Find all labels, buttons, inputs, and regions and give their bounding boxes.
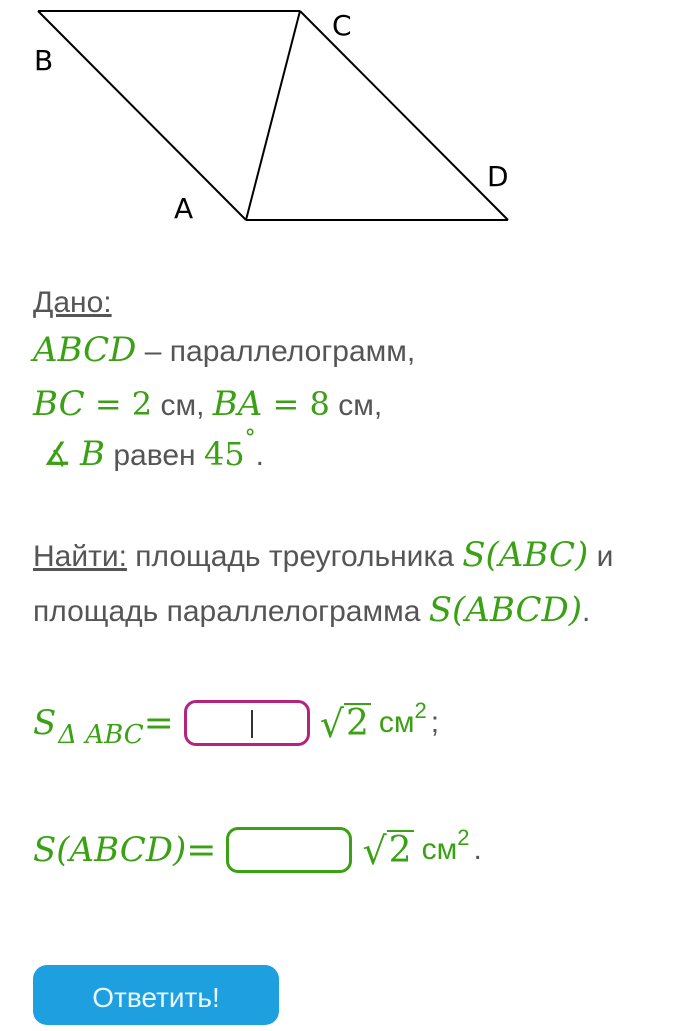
answer1-radicand: 2 <box>346 703 369 745</box>
degree-symbol: ° <box>244 426 256 451</box>
sqrt-icon: √ <box>362 828 387 873</box>
parallelogram-lines <box>38 11 508 220</box>
find-end: . <box>581 595 591 628</box>
given-angle-value: 45 <box>203 435 245 473</box>
parallelogram-area-input[interactable] <box>226 827 352 873</box>
find-line-2 <box>33 590 590 630</box>
parallelogram-figure <box>0 0 688 240</box>
answer-row-triangle <box>33 698 440 750</box>
vertex-label-d: D <box>487 160 509 193</box>
answer1-subscript: Δ ABC <box>58 720 144 750</box>
given-bc-unit: см, <box>152 389 213 422</box>
given-bc: BC <box>33 384 85 424</box>
given-line-3-end: . <box>255 439 264 472</box>
answer2-label: S(ABCD) <box>33 830 187 870</box>
given-abcd: ABCD <box>33 330 137 370</box>
answer1-end: ; <box>430 706 440 739</box>
given-title: Дано: <box>33 286 112 319</box>
given-line-2 <box>33 384 382 424</box>
find-s-abc: S(ABC) <box>462 535 589 575</box>
diagonal-ac <box>246 11 300 220</box>
vertex-label-b: B <box>34 44 54 77</box>
find-and: и <box>588 540 614 573</box>
given-ba-unit: см, <box>329 389 383 422</box>
answer2-end: . <box>473 833 482 866</box>
find-title: Найти: <box>33 540 127 573</box>
answer2-radicand: 2 <box>388 830 412 872</box>
answer1-equals: = <box>143 702 174 744</box>
edge-cd <box>300 11 508 220</box>
answer1-power: 2 <box>414 698 427 723</box>
given-line-3 <box>43 426 264 474</box>
answer1-label: S <box>33 703 57 743</box>
text-caret <box>251 710 253 738</box>
sqrt-icon: √ <box>319 701 344 746</box>
find-text-1: площадь треугольника <box>126 540 463 573</box>
angle-icon: ∡ <box>43 435 72 473</box>
sqrt-expression-2 <box>362 828 413 873</box>
triangle-area-input[interactable] <box>184 700 310 746</box>
edge-ba <box>38 11 246 220</box>
answer1-unit-text: см <box>378 706 415 739</box>
given-l1-text: – параллелограмм, <box>136 335 416 368</box>
given-angle-text: равен <box>105 439 204 472</box>
given-line-1 <box>33 330 415 370</box>
answer2-power: 2 <box>457 825 470 850</box>
find-line-1 <box>33 535 613 575</box>
vertex-label-c: C <box>332 9 352 42</box>
given-angle-b: B <box>80 434 106 474</box>
answer1-unit <box>378 698 427 740</box>
answer2-unit-text: см <box>421 833 458 866</box>
submit-button[interactable]: Ответить! <box>33 965 279 1025</box>
find-s-abcd: S(ABCD) <box>428 590 582 630</box>
answer2-unit <box>421 825 470 867</box>
given-bc-value: = 2 <box>84 385 153 423</box>
answer2-equals: = <box>186 829 217 871</box>
given-ba-value: = 8 <box>262 385 330 423</box>
find-text-2: площадь параллелограмма <box>33 595 429 628</box>
answer-row-parallelogram <box>33 827 482 873</box>
vertex-label-a: A <box>174 192 194 225</box>
sqrt-expression-1 <box>319 701 371 746</box>
given-ba: BA <box>212 384 263 424</box>
